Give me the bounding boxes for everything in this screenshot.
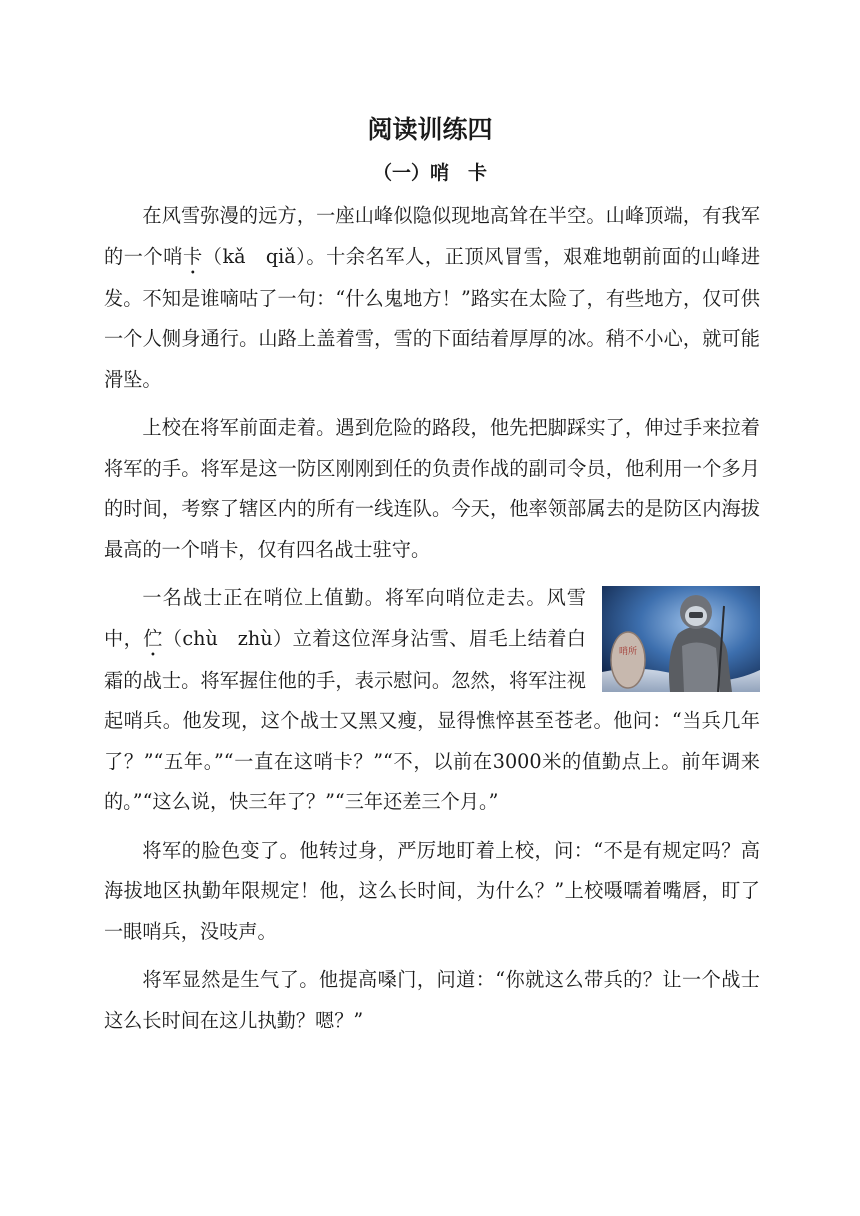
stone-inscription: 哨所: [618, 647, 638, 657]
article-body: [104, 196, 760, 1049]
paragraph-2: 上校在将军前面走着。遇到危险的路段，他先把脚踩实了，伸过手来拉着将军的手。将军是这一防区刚刚到任的负责作战的副司令员，他利用一个多月的时间，考察了辖区内的所有一线连队。今天，他率领部属去的是防区内海拔最高的一个哨卡，仅有四名战士驻守。: [104, 416, 760, 561]
emphasis-char-zhu: 伫: [143, 626, 163, 650]
paragraph-1: [104, 196, 760, 400]
soldier-photo: [602, 586, 760, 692]
paragraph-5: 将军显然是生气了。他提高嗓门，问道：“你就这么带兵的？让一个战士这么长时间在这儿执勤？嗯？”: [104, 968, 760, 1032]
paragraph-4: 将军的脸色变了。他转过身，严厉地盯着上校，问：“不是有规定吗？高海拔地区执勤年限规定！他，这么长时间，为什么？”上校嗫嚅着嘴唇，盯了一眼哨兵，没吱声。: [104, 838, 760, 943]
paragraph-1-text-b: （kǎ qiǎ）。十余名军人，正顶风冒雪，艰难地朝前面的山峰进发。不知是谁嘀咕了一句：“什么鬼地方！”路实在太险了，有些地方，仅可供一个人侧身通行。山路上盖着雪，雪的下面结着厚厚的冰。稍不小心，就可能滑坠。: [104, 244, 761, 391]
page-title: 阅读训练四: [367, 115, 493, 144]
paragraph-3-text-b: （chù zhù）立着这位浑身沾雪、眉毛上结着白霜的战士。将军握住他的手，表示慰问。忽然，将军注视起哨兵。他发现，这个战士又黑又瘦，显得憔悴甚至苍老。他问：“当兵几年了？”“五年。”“一直在这哨卡？”“不，以前在3000米的值勤点上。前年调来的。”“这么说，快三年了？”“三年还差三个月。”: [104, 626, 760, 813]
paragraph-1-text-a: 在风雪弥漫的远方，一座山峰似隐似现地高耸在半空。山峰顶端，有我军的一个哨: [104, 204, 760, 268]
section-subtitle: （一）哨 卡: [372, 162, 487, 184]
emphasis-char-ka: 卡: [182, 244, 203, 268]
paragraph-3: [104, 578, 760, 823]
paragraph-3-text-a: 一名战士正在哨位上值勤。将军向哨位走去。风雪中，: [104, 586, 586, 650]
